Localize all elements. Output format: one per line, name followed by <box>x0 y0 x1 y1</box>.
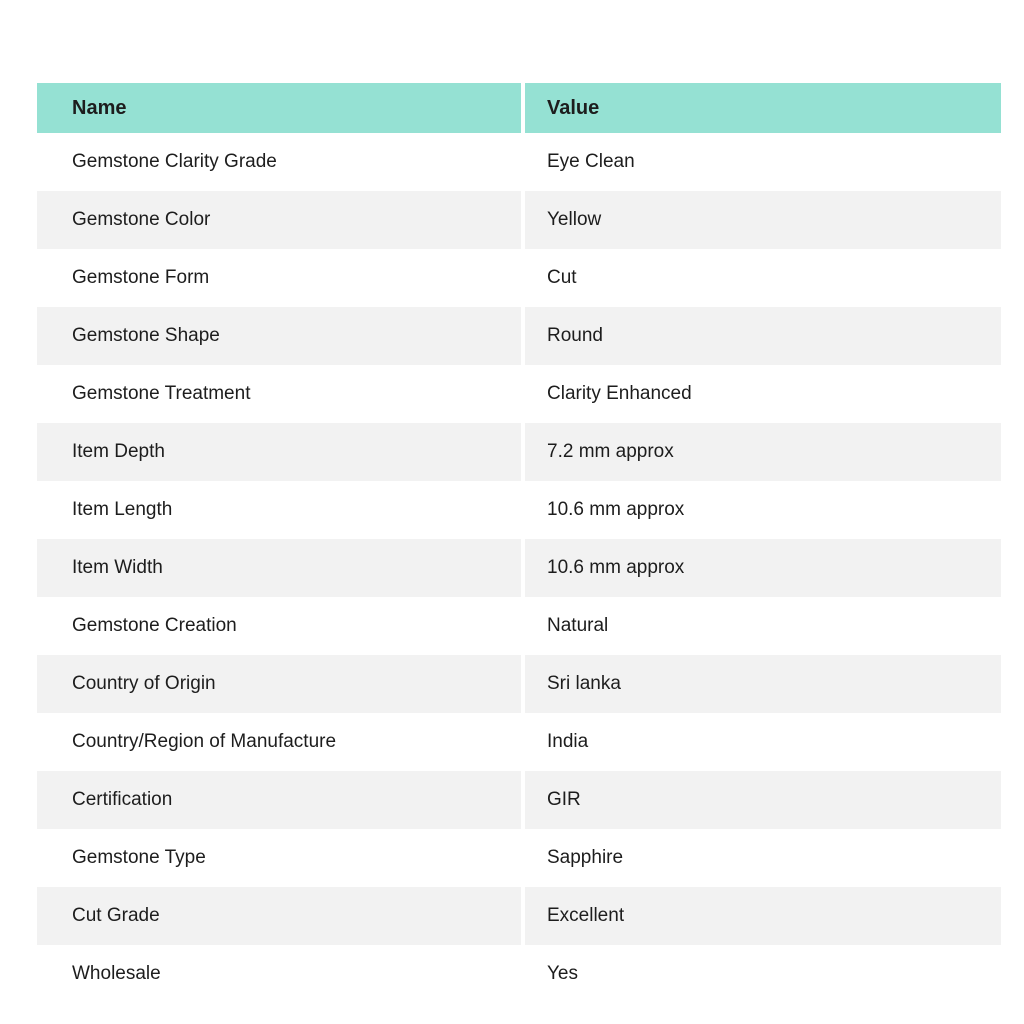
row-value-cell: Excellent <box>525 887 1001 945</box>
table-body <box>37 133 1001 1003</box>
table-row <box>37 191 1001 249</box>
row-value-cell: 10.6 mm approx <box>525 539 1001 597</box>
column-header-value: Value <box>525 83 1001 133</box>
table-row <box>37 713 1001 771</box>
row-name-cell: Item Length <box>72 498 173 520</box>
table-row <box>37 423 1001 481</box>
row-name-cell: Certification <box>37 771 521 829</box>
table-row <box>37 597 1001 655</box>
row-name-cell: Item Width <box>37 539 521 597</box>
table-row <box>37 249 1001 307</box>
row-name-cell: Gemstone Color <box>37 191 521 249</box>
row-value-cell: 7.2 mm approx <box>525 423 1001 481</box>
row-name-cell: Gemstone Clarity Grade <box>72 150 277 172</box>
row-value-cell: Round <box>525 307 1001 365</box>
row-name-cell: Gemstone Type <box>72 846 206 868</box>
table-row <box>37 655 1001 713</box>
row-name-cell: Cut Grade <box>37 887 521 945</box>
item-specifics-table <box>37 83 1001 1003</box>
row-value-cell: 10.6 mm approx <box>547 498 685 520</box>
row-name-cell: Gemstone Treatment <box>72 382 251 404</box>
table-row <box>37 887 1001 945</box>
table-row <box>37 133 1001 191</box>
table-row <box>37 539 1001 597</box>
table-row <box>37 481 1001 539</box>
row-name-cell: Item Depth <box>37 423 521 481</box>
table-row <box>37 829 1001 887</box>
row-value-cell: Sapphire <box>547 846 624 868</box>
row-value-cell: Yellow <box>525 191 1001 249</box>
row-value-cell: Cut <box>547 266 577 288</box>
row-value-cell: GIR <box>525 771 1001 829</box>
table-row <box>37 365 1001 423</box>
row-value-cell: Eye Clean <box>547 150 635 172</box>
row-value-cell: India <box>547 730 589 752</box>
row-value-cell: Natural <box>547 614 609 636</box>
row-name-cell: Wholesale <box>72 962 161 984</box>
row-name-cell: Country of Origin <box>37 655 521 713</box>
row-name-cell: Gemstone Creation <box>72 614 237 636</box>
row-value-cell: Yes <box>547 962 578 984</box>
row-value-cell: Clarity Enhanced <box>547 382 692 404</box>
table-row <box>37 945 1001 1003</box>
table-header-row <box>37 83 1001 133</box>
row-name-cell: Country/Region of Manufacture <box>72 730 337 752</box>
row-name-cell: Gemstone Form <box>72 266 210 288</box>
column-header-name: Name <box>37 83 521 133</box>
row-name-cell: Gemstone Shape <box>37 307 521 365</box>
table-row <box>37 771 1001 829</box>
table-row <box>37 307 1001 365</box>
row-value-cell: Sri lanka <box>525 655 1001 713</box>
